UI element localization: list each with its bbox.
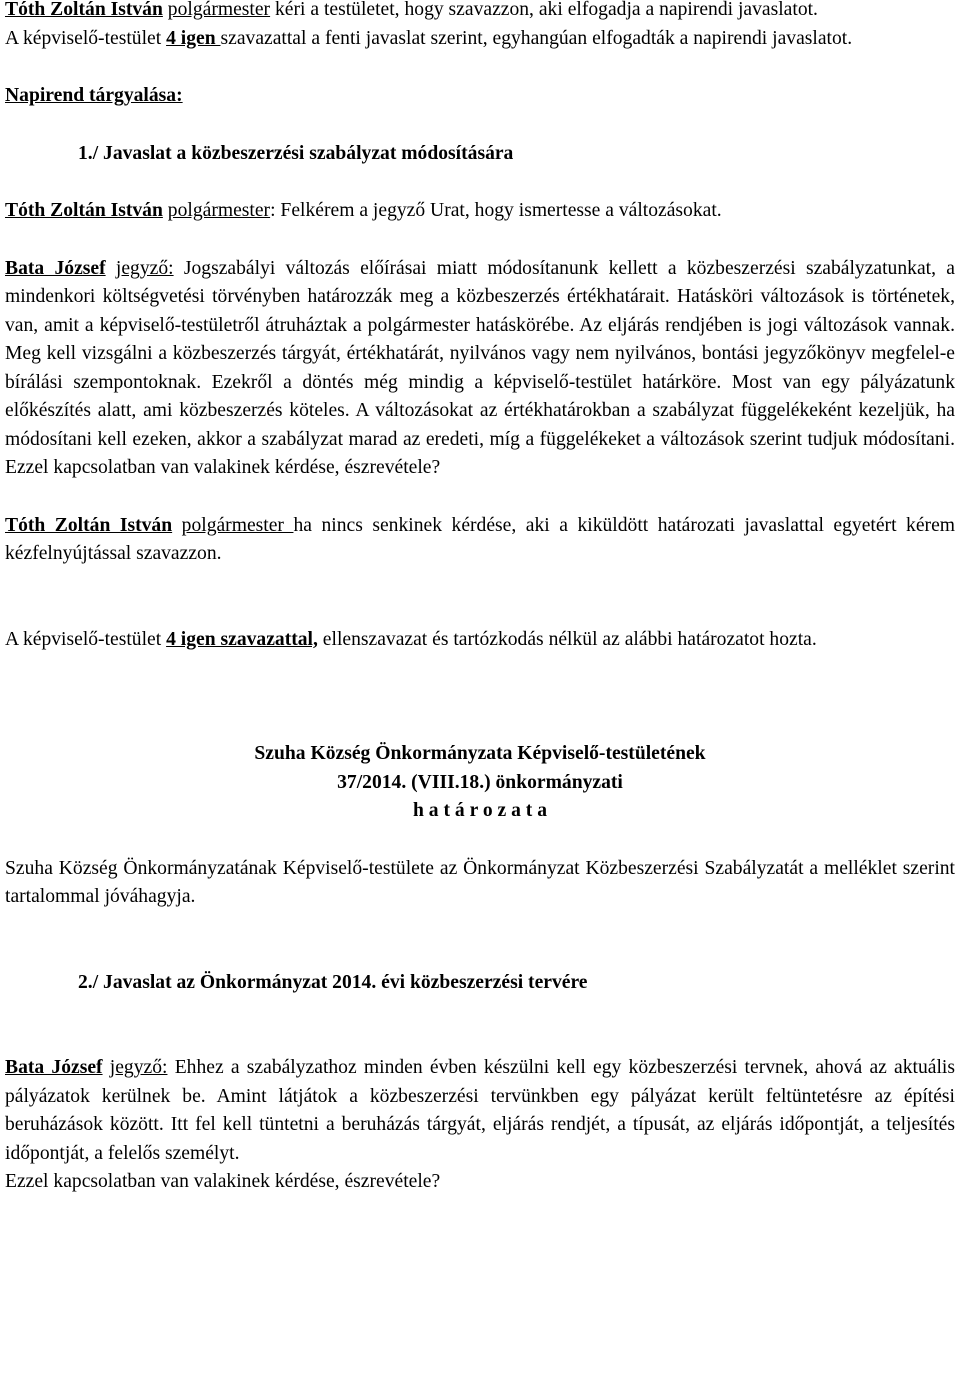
paragraph-notary-explanation (5, 255, 955, 483)
paragraph-mayor-vote-request (5, 0, 955, 25)
resolution-title-line-3: h a t á r o z a t a (412, 800, 548, 821)
speaker-name: Bata József (5, 1057, 103, 1078)
paragraph-text: ha nincs senkinek kérdése, aki a kiküldött határozati javaslattal egyetért kérem kézfelnyújtással szavazzon. (5, 514, 956, 564)
resolution-title-line-2: 37/2014. (VIII.18.) önkormányzati (337, 771, 623, 793)
resolution-title-line-1: Szuha Község Önkormányzata Képviselő-testületének (254, 743, 706, 764)
speaker-role: polgármester (167, 200, 271, 221)
paragraph-text: kéri a testületet, hogy szavazzon, aki elfogadja a napirendi javaslatot. (270, 0, 818, 20)
vote-count: 4 igen (166, 27, 221, 49)
speaker-role: jegyző: (109, 1057, 168, 1078)
paragraph-vote-result: A képviselő-testület 4 igen szavazattal, ellenszavazat és tartózkodás nélkül az alábbi határozatot hozta. (5, 628, 817, 650)
agenda-heading: Napirend tárgyalása: (5, 85, 183, 106)
paragraph-mayor-request (5, 197, 955, 226)
paragraph-text: : Felkérem a jegyző Urat, hogy ismertesse a változásokat. (270, 200, 722, 221)
paragraph-notary-plan (5, 1054, 955, 1168)
paragraph-resolution-text: Szuha Község Önkormányzatának Képviselő-testülete az Önkormányzat Közbeszerzési Szabályzatát a melléklet szerint tartalommal jóváhagyja. (5, 857, 955, 907)
speaker-role: jegyző: (115, 257, 174, 279)
document-page (5, 0, 955, 1197)
paragraph-mayor-vote-call (5, 512, 955, 569)
paragraph-question: Ezzel kapcsolatban van valakinek kérdése, észrevétele? (5, 1171, 441, 1192)
speaker-role: polgármester (181, 514, 294, 536)
speaker-name: Bata József (5, 257, 106, 279)
speaker-role: polgármester (167, 0, 271, 20)
agenda-item-1-title: 1./ Javaslat a közbeszerzési szabályzat módosítására (78, 142, 514, 164)
speaker-name: Tóth Zoltán István (5, 514, 173, 536)
vote-count: 4 igen szavazattal, (166, 628, 318, 650)
speaker-name: Tóth Zoltán István (5, 0, 163, 20)
agenda-item-2-title: 2./ Javaslat az Önkormányzat 2014. évi közbeszerzési tervére (78, 971, 588, 993)
paragraph-agenda-vote-result: A képviselő-testület 4 igen szavazattal a fenti javaslat szerint, egyhangúan elfogadták a napirendi javaslatot. (5, 27, 853, 49)
paragraph-text: Ehhez a szabályzathoz minden évben készülni kell egy közbeszerzési tervnek, ahová az aktuális pályázatok kerülnek be. Amint látjátok a közbeszerzési tervünkben egy pályázat került feltüntetésre az építési beruházások között. Itt fel kell tüntetni a beruházás tárgyát, eljárás rendjét, a típusát, az eljárás időpontját, a teljesítés időpontját, a felelős személyt. (5, 1057, 956, 1164)
paragraph-text: Jogszabályi változás előírásai miatt módosítanunk kellett a közbeszerzési szabályzatunkat, a mindenkori költségvetési törvényben határozzák meg a közbeszerzés értékhatárait. Hatásköri változások is történetek, van, amit a képviselő-testületről átruháztak a polgármester hatáskörébe. Az eljárás rendjében is jogi változások vannak. Meg kell vizsgálni a közbeszerzés tárgyát, értékhatárát, nyilvános vagy nem nyilvános, bontási jegyzőkönyv megfelel-e bírálási szempontoknak. Ezekről a döntés még mindig a képviselő-testület határköre. Most van egy pályázatunk előkészítés alatt, ami közbeszerzés köteles. A változásokat az értékhatárokban a szabályzat függelékeként kezeljük, ha módosítani kell ezeken, akkor a szabályzat marad az eredeti, míg a függelékeket a változások szerint tudjuk módosítani. Ezzel kapcsolatban van valakinek kérdése, észrevétele? (5, 257, 955, 478)
speaker-name: Tóth Zoltán István (5, 200, 163, 221)
